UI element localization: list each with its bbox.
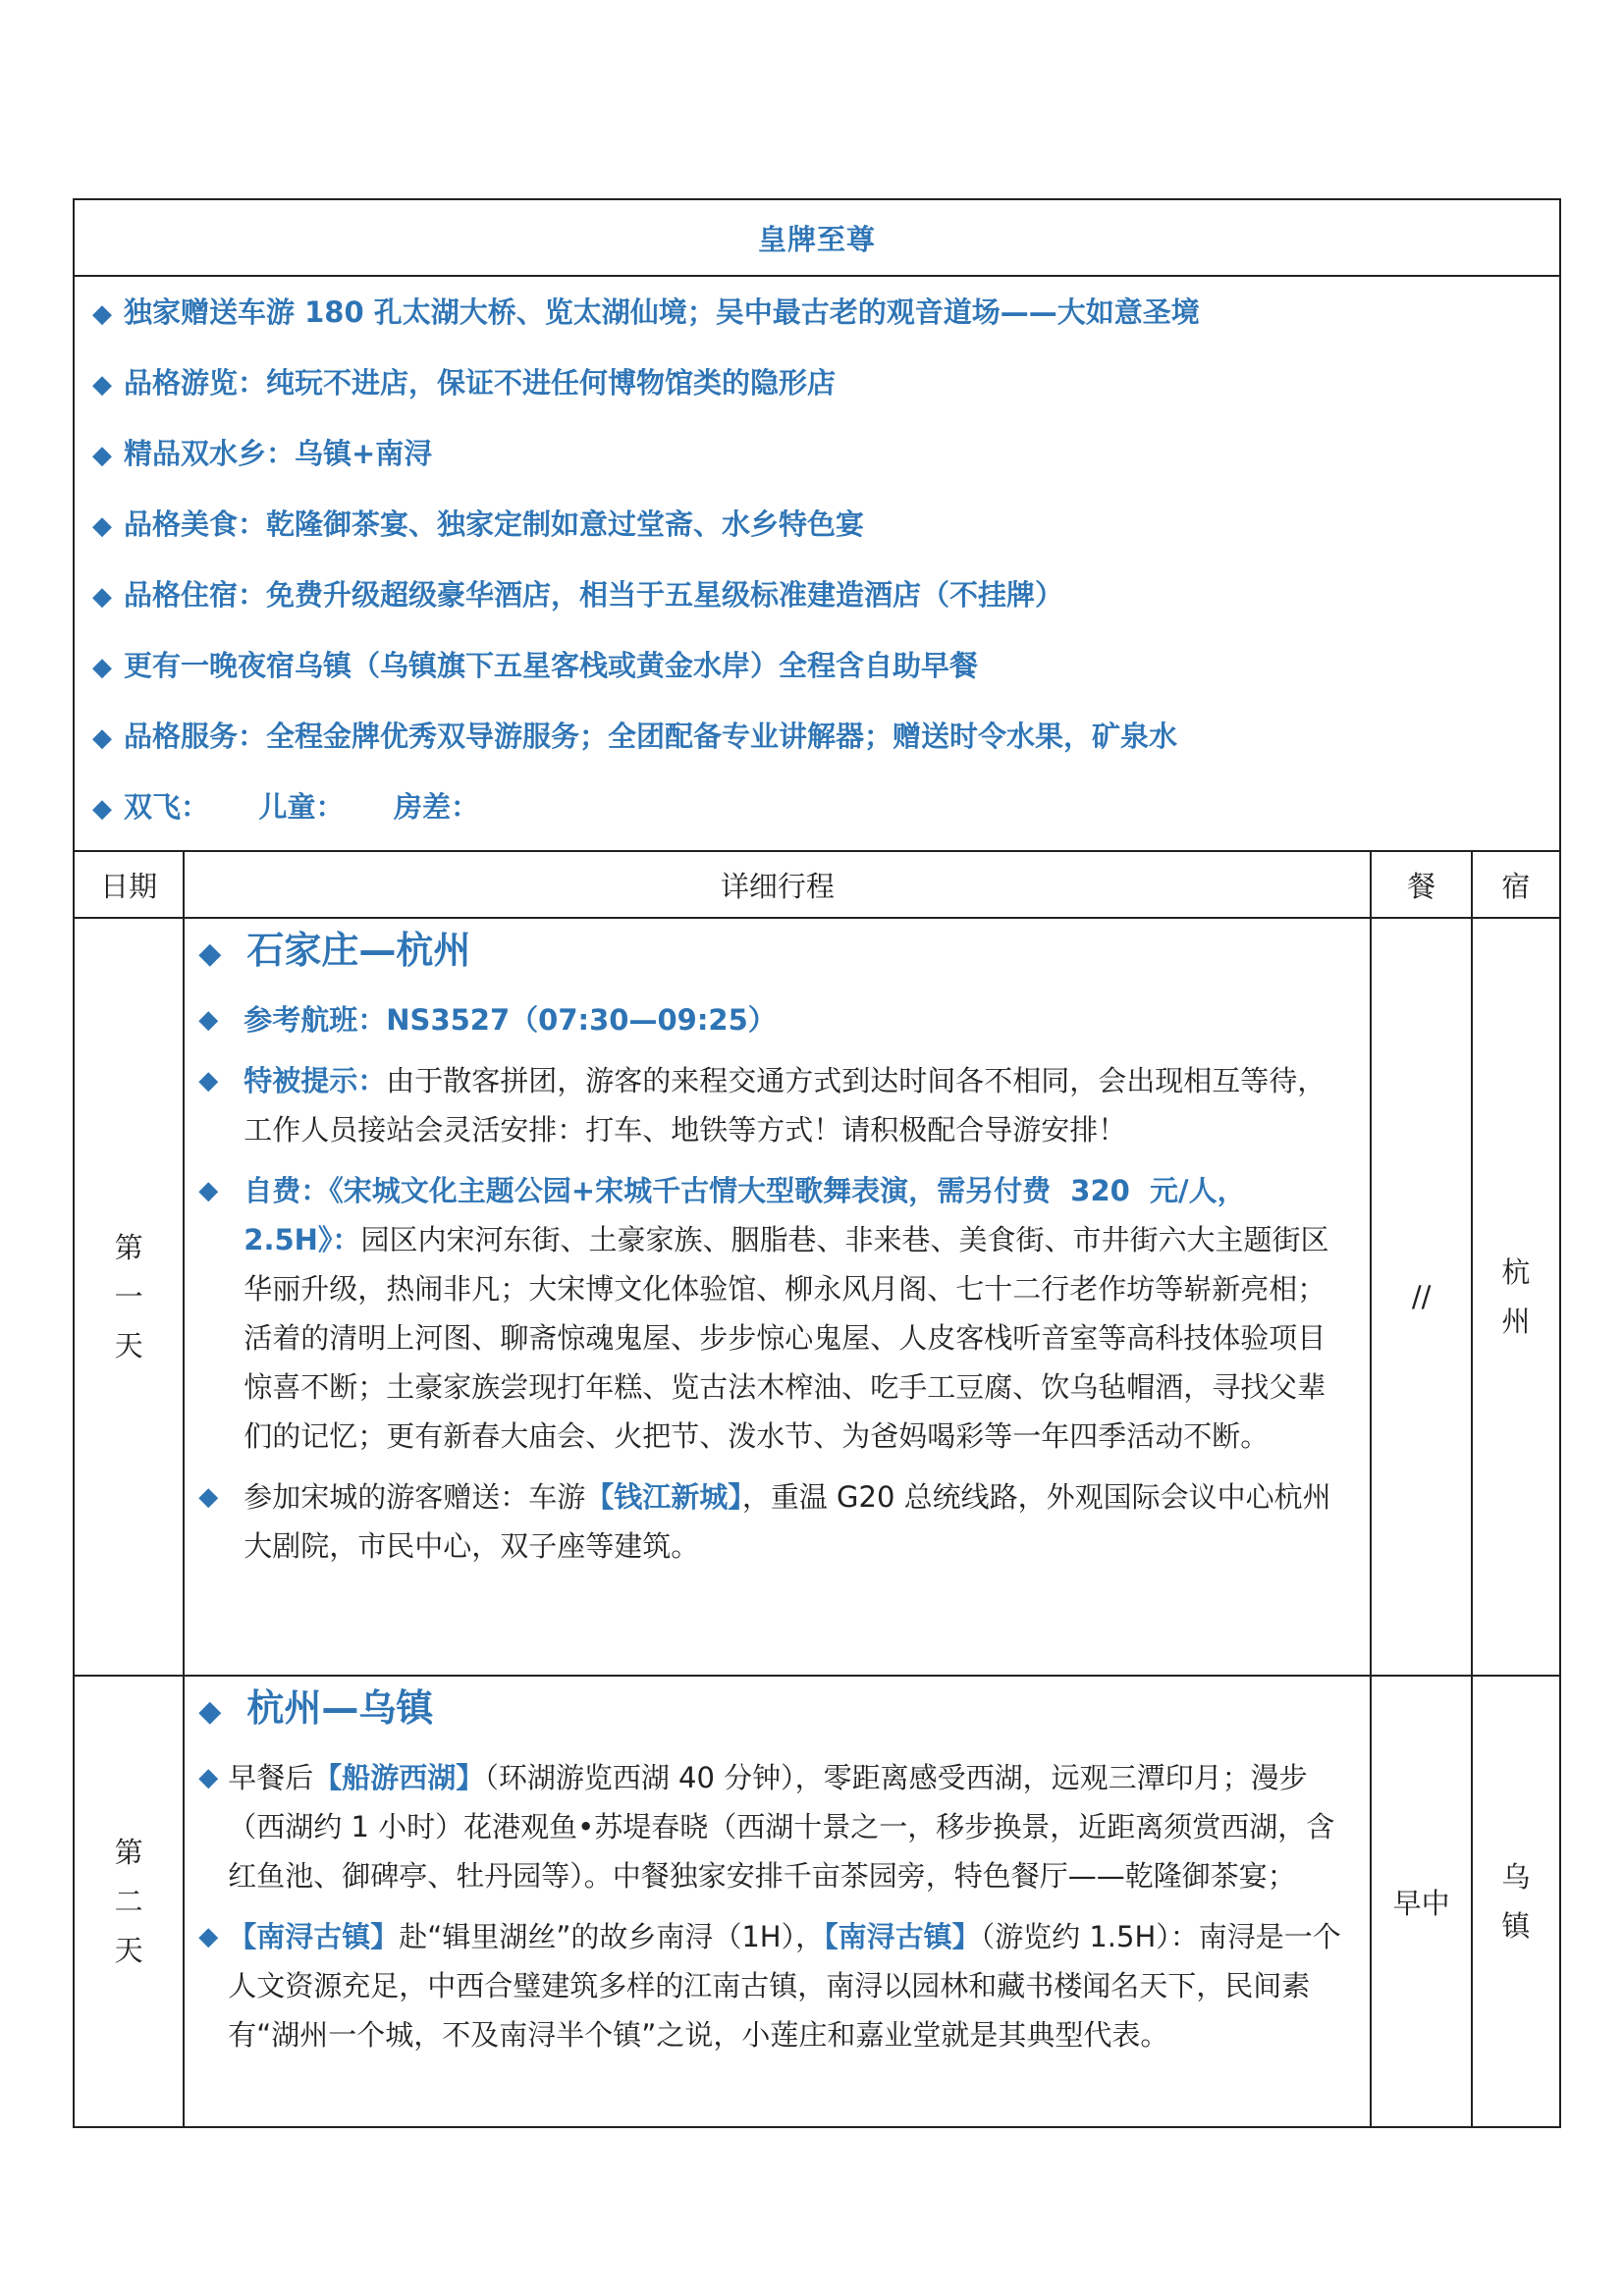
diamond-icon: ◆ xyxy=(198,1694,222,1729)
itinerary-table xyxy=(73,198,1561,2128)
header-detail: 详细行程 xyxy=(184,851,1371,918)
day-detail xyxy=(184,918,1371,1676)
optional-activity: ◆ 自费：《宋城文化主题公园+宋城千古情大型歌舞表演，需另付费 320 元/人，2.5H》：园区内宋河东街、土豪家族、胭脂巷、非来巷、美食街、市井街六大主题街区华丽升级，热闹非凡；大宋博文化体验馆、柳永风月阁、七十二行老作坊等崭新亮相；活着的清明上河图、聊斋惊魂鬼屋、步步惊心鬼屋、人皮客栈听音室等高科技体验项目惊喜不断；土豪家族尝现打年糕、览古法木榨油、吃手工豆腐、饮乌毡帽酒，寻找父辈们的记忆；更有新春大庙会、火把节、泼水节、为爸妈喝彩等一年四季活动不断。 xyxy=(194,1166,1352,1461)
highlight-item: ◆ 双飞： 儿童： 房差： xyxy=(92,781,1559,840)
diamond-icon: ◆ xyxy=(92,511,112,541)
flight-info: ◆ 参考航班：NS3527（07:30—09:25） xyxy=(194,995,1352,1044)
notice: ◆ 特被提示：由于散客拼团，游客的来程交通方式到达时间各不相同，会出现相互等待，工作人员接站会灵活安排：打车、地铁等方式！请积极配合导游安排！ xyxy=(194,1056,1352,1154)
day-detail xyxy=(184,1676,1371,2127)
day-label-cell xyxy=(74,918,184,1676)
highlight-item: ◆ 品格服务：全程金牌优秀双导游服务；全团配备专业讲解器；赠送时令水果，矿泉水 xyxy=(92,711,1559,781)
highlights-row xyxy=(74,276,1560,851)
title-cell xyxy=(74,199,1560,276)
highlight-item: ◆ 精品双水乡：乌镇+南浔 xyxy=(92,428,1559,499)
gift-info: ◆ 参加宋城的游客赠送：车游【钱江新城】，重温 G20 总统线路，外观国际会议中心杭州大剧院，市民中心，双子座等建筑。 xyxy=(194,1472,1352,1571)
stay-cell xyxy=(1472,1676,1560,2127)
diamond-icon: ◆ xyxy=(198,1005,219,1035)
meal-value: 早中 xyxy=(1371,1676,1471,2127)
stay-value: 杭 州 xyxy=(1501,1255,1531,1338)
day-label: 第 一 天 xyxy=(114,1231,143,1362)
diamond-icon: ◆ xyxy=(198,1482,219,1512)
highlight-item: ◆ 更有一晚夜宿乌镇（乌镇旗下五星客栈或黄金水岸）全程含自助早餐 xyxy=(92,640,1559,711)
day-row-1 xyxy=(74,918,1560,1676)
highlight-item: ◆ 独家赠送车游 180 孔太湖大桥、览太湖仙境；吴中最古老的观音道场——大如意圣境 xyxy=(92,287,1559,357)
diamond-icon: ◆ xyxy=(198,936,222,971)
diamond-icon: ◆ xyxy=(198,1763,219,1792)
diamond-icon: ◆ xyxy=(92,299,112,329)
nanxun-info: ◆ 【南浔古镇】赴“辑里湖丝”的故乡南浔（1H），【南浔古镇】（游览约 1.5H）：南浔是一个人文资源充足，中西合璧建筑多样的江南古镇，南浔以园林和藏书楼闻名天下，民间素有“湖州一个城，不及南浔半个镇”之说，小莲庄和嘉业堂就是其典型代表。 xyxy=(194,1912,1352,2059)
highlight-item: ◆ 品格美食：乾隆御茶宴、独家定制如意过堂斋、水乡特色宴 xyxy=(92,499,1559,569)
header-date: 日期 xyxy=(74,851,184,918)
diamond-icon: ◆ xyxy=(92,441,112,470)
header-stay: 宿 xyxy=(1472,851,1560,918)
day-label-cell xyxy=(74,1676,184,2127)
diamond-icon: ◆ xyxy=(92,653,112,682)
highlight-item: ◆ 品格住宿：免费升级超级豪华酒店，相当于五星级标准建造酒店（不挂牌） xyxy=(92,569,1559,640)
diamond-icon: ◆ xyxy=(92,582,112,612)
title-row xyxy=(74,199,1560,276)
meal-value: // xyxy=(1371,918,1471,1676)
page-title: 皇牌至尊 xyxy=(757,222,876,256)
header-meal: 餐 xyxy=(1371,851,1471,918)
diamond-icon: ◆ xyxy=(92,794,112,824)
route-title: ◆ 石家庄—杭州 xyxy=(194,921,1352,984)
day-row-2 xyxy=(74,1676,1560,2127)
highlights-list xyxy=(74,276,1560,851)
diamond-icon: ◆ xyxy=(92,370,112,400)
diamond-icon: ◆ xyxy=(198,1176,219,1205)
header-row xyxy=(74,851,1560,918)
day-label: 第 二 天 xyxy=(114,1836,143,1967)
stay-value: 乌 镇 xyxy=(1501,1860,1531,1943)
diamond-icon: ◆ xyxy=(198,1066,219,1095)
west-lake-info: ◆ 早餐后【船游西湖】（环湖游览西湖 40 分钟），零距离感受西湖，远观三潭印月；漫步（西湖约 1 小时）花港观鱼•苏堤春晓（西湖十景之一，移步换景，近距离须赏西湖，含红鱼池、御碑亭、牡丹园等）。中餐独家安排千亩茶园旁，特色餐厅——乾隆御茶宴； xyxy=(194,1753,1352,1900)
route-title: ◆ 杭州—乌镇 xyxy=(194,1679,1352,1741)
highlight-item: ◆ 品格游览：纯玩不进店，保证不进任何博物馆类的隐形店 xyxy=(92,357,1559,428)
diamond-icon: ◆ xyxy=(92,723,112,753)
diamond-icon: ◆ xyxy=(198,1922,219,1951)
stay-cell xyxy=(1472,918,1560,1676)
